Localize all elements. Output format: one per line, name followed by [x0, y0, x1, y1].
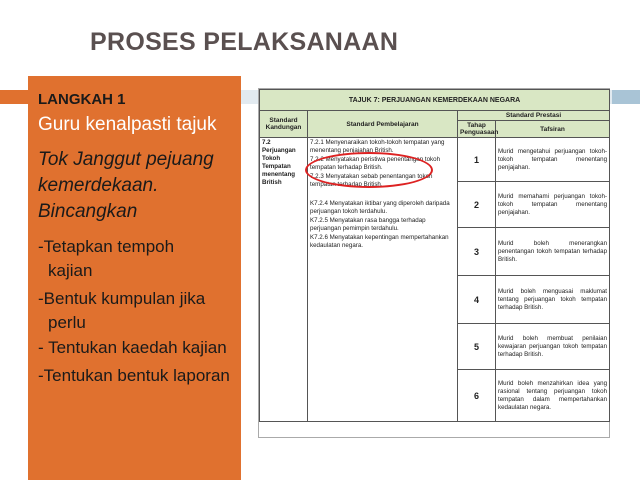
level-number: 1 — [458, 138, 496, 182]
standard-kandungan-cell: 7.2 Perjuangan Tokoh Tempatan menentang British — [260, 138, 308, 422]
header-tafsiran: Tafsiran — [496, 121, 610, 138]
level-description: Murid memahami perjuangan tokoh-tokoh tempatan menentang penjajahan. — [496, 182, 610, 228]
step-set-duration — [38, 235, 231, 259]
step-report: -Tentukan bentuk laporan — [38, 366, 230, 385]
level-number: 6 — [458, 370, 496, 422]
step-form-group: -Bentuk kumpulan jika — [38, 289, 206, 308]
level-description: Murid boleh menerangkan penentangan tokoh tempatan terhadap British. — [496, 228, 610, 276]
step-form-group-line2: perlu — [48, 313, 86, 332]
sp-item-4: K7.2.4 Menyatakan iktibar yang diperoleh daripada perjuangan tokoh terdahulu. — [310, 200, 450, 215]
teacher-identify-text: Guru kenalpasti tajuk — [38, 114, 217, 135]
header-standard-pembelajaran: Standard Pembelajaran — [308, 111, 458, 138]
sp-item-3: 7.2.3 Menyatakan sebab penentangan tokoh tempatan terhadap British. — [310, 173, 433, 188]
level-number: 3 — [458, 228, 496, 276]
topic-text: Tok Janggut pejuang kemerdekaan. Bincangkan — [38, 149, 214, 222]
step-method: - Tentukan kaedah kajian — [38, 338, 227, 357]
decor-band-right-accent — [612, 90, 640, 104]
highlight-annotation-circle — [305, 152, 433, 188]
rubric-title: TAJUK 7: PERJUANGAN KEMERDEKAAN NEGARA — [260, 90, 610, 111]
level-number: 5 — [458, 324, 496, 370]
sp-item-6: K7.2.6 Menyatakan kepentingan mempertahankan kedaulatan negara. — [310, 234, 449, 249]
level-description: Murid boleh membuat penilaian kewajaran perjuangan tokoh tempatan terhadap British. — [496, 324, 610, 370]
step-set-duration-line2: kajian — [48, 261, 93, 280]
header-standard-prestasi: Standard Prestasi — [458, 111, 610, 121]
level-number: 2 — [458, 182, 496, 228]
rubric-document — [258, 88, 610, 438]
step-set-duration-line1: -Tetapkan tempoh — [38, 237, 175, 256]
slide-title: PROSES PELAKSANAAN — [90, 28, 399, 56]
header-standard-kandungan: Standard Kandungan — [260, 111, 308, 138]
header-tahap: Tahap Penguasaan — [458, 121, 496, 138]
rubric-table — [259, 89, 610, 422]
sp-item-2: 7.2.2 Menyatakan peristiwa penentangan tokoh tempatan terhadap British. — [310, 156, 441, 171]
sp-item-1: 7.2.1 Menyenaraikan tokoh-tokoh tempatan yang menentang penjajahan British. — [310, 139, 445, 154]
sp-item-5: K7.2.5 Menyatakan rasa bangga terhadap perjuangan pemimpin terdahulu. — [310, 217, 426, 232]
level-description: Murid mengetahui perjuangan tokoh-tokoh tempatan menentang penjajahan. — [496, 138, 610, 182]
step-heading: LANGKAH 1 — [38, 91, 126, 108]
level-description: Murid boleh menzahirkan idea yang rasional tentang perjuangan tokoh tempatan dalam mempertahankan kedaulatan negara. — [496, 370, 610, 422]
level-description: Murid boleh menguasai maklumat tentang perjuangan tokoh tempatan terhadap British. — [496, 276, 610, 324]
level-number: 4 — [458, 276, 496, 324]
steps-panel — [28, 76, 241, 480]
